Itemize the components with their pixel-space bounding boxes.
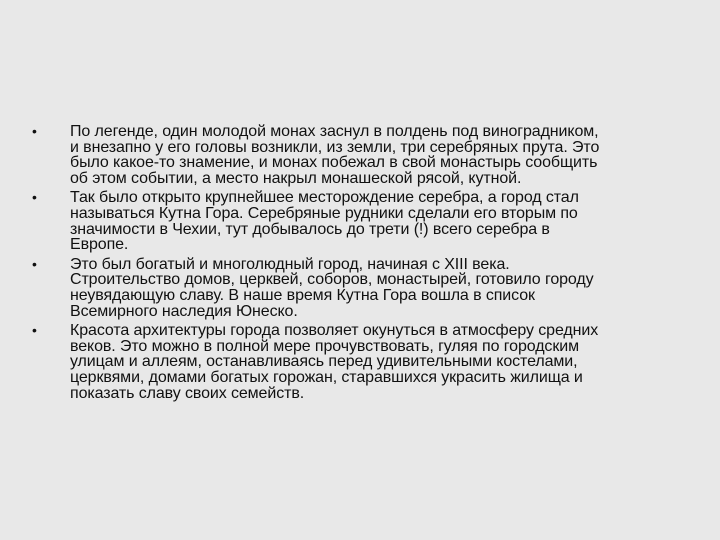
bullet-text	[70, 257, 692, 319]
bullet-list	[32, 124, 692, 405]
text-line: церквями, домами богатых горожан, старавшихся украсить жилища и	[70, 368, 583, 386]
text-line: было какое-то знамение, и монах побежал в свой монастырь сообщить	[70, 154, 598, 172]
text-line: и внезапно у его головы возникли, из земли, три серебряных прута. Это	[70, 138, 600, 156]
text-line: Европе.	[70, 236, 129, 254]
text-line: показать славу своих семейств.	[70, 384, 305, 402]
bullet-item	[32, 190, 692, 252]
text-line: Так было открыто крупнейшее месторождение серебра, а город стал	[70, 189, 579, 207]
text-line: Всемирного наследия Юнеско.	[70, 302, 298, 320]
text-line: По легенде, один молодой монах заснул в полдень под виноградником,	[70, 123, 599, 140]
text-line: Красота архитектуры города позволяет окунуться в атмосферу средних	[70, 322, 599, 340]
bullet-item	[32, 257, 692, 319]
bullet-dot: •	[32, 322, 37, 339]
bullet-item	[32, 323, 692, 401]
text-line: значимости в Чехии, тут добывалось до трети (!) всего серебра в	[70, 220, 550, 238]
bullet-item	[32, 124, 692, 186]
text-line: называться Кутна Гора. Серебряные рудники сделали его вторым по	[70, 204, 578, 222]
bullet-text	[70, 124, 692, 186]
bullet-dot: •	[32, 123, 37, 139]
text-line: улицам и аллеям, останавливаясь перед удивительными костелами,	[70, 353, 578, 371]
text-line: веков. Это можно в полной мере прочувствовать, гуляя по городским	[70, 337, 579, 355]
bullet-dot: •	[32, 189, 37, 206]
bullet-text	[70, 323, 692, 401]
text-line: неувядающую славу. В наше время Кутна Гора вошла в список	[70, 286, 535, 304]
text-line: Это был богатый и многолюдный город, начиная с XIII века.	[70, 255, 510, 273]
text-line: об этом событии, а место накрыл монашеской рясой, кутной.	[70, 169, 522, 187]
bullet-dot: •	[32, 255, 37, 272]
bullet-text	[70, 190, 692, 252]
text-line: Строительство домов, церквей, соборов, монастырей, готовило городу	[70, 271, 594, 289]
